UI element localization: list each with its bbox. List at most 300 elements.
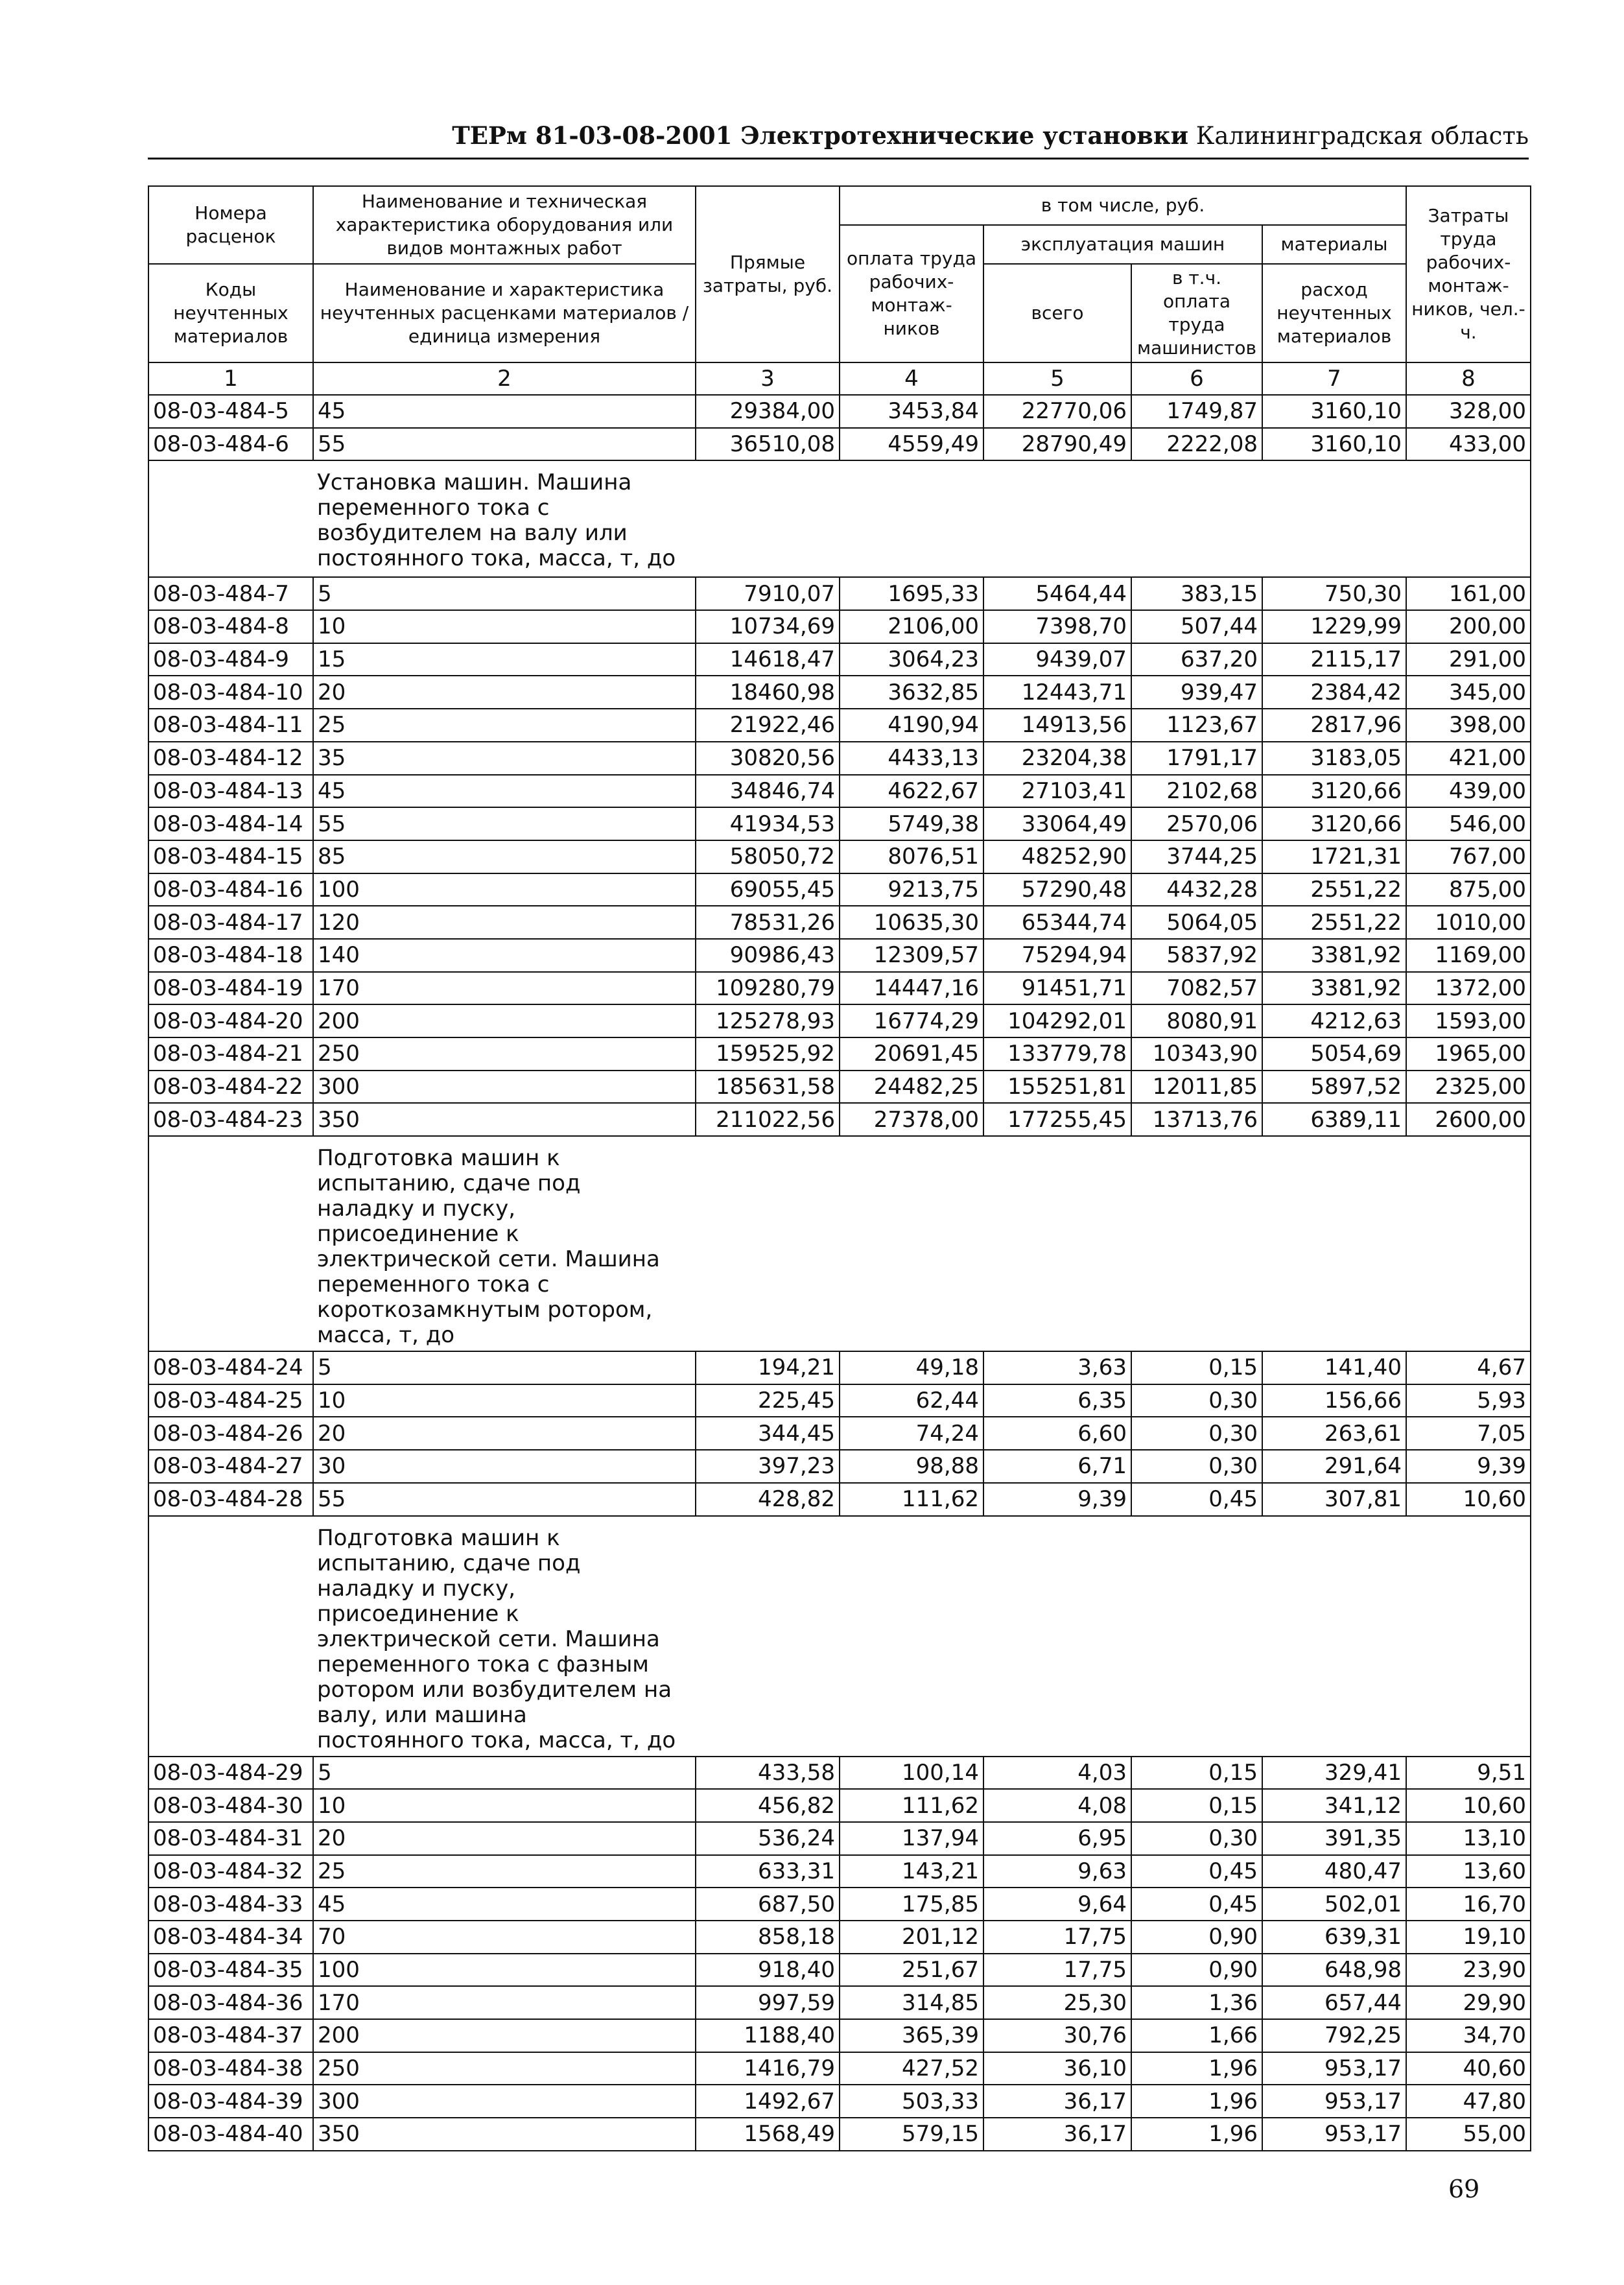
cell-direct-costs: 687,50 [696,1888,840,1921]
cell-rate-code: 08-03-484-27 [148,1450,313,1483]
cell-machines-total: 57290,48 [983,873,1131,906]
cell-operator-pay: 0,30 [1131,1417,1262,1450]
cell-labor-pay: 503,33 [840,2085,983,2118]
cell-machines-total: 25,30 [983,1986,1131,2019]
cell-rate-code: 08-03-484-13 [148,775,313,808]
table-row [148,840,1531,873]
cell-labor-hours: 1965,00 [1406,1037,1531,1071]
cell-operator-pay: 0,15 [1131,1351,1262,1384]
cell-labor-pay: 143,21 [840,1855,983,1888]
cell-machines-total: 133779,78 [983,1037,1131,1071]
table-body [148,395,1531,2151]
cell-direct-costs: 69055,45 [696,873,840,906]
cell-labor-pay: 3453,84 [840,395,983,428]
cell-labor-hours: 34,70 [1406,2019,1531,2052]
cell-rate-code: 08-03-484-39 [148,2085,313,2118]
cell-material-use: 3120,66 [1262,807,1406,840]
cell-labor-hours: 40,60 [1406,2052,1531,2085]
cell-material-use: 263,61 [1262,1417,1406,1450]
cell-labor-pay: 62,44 [840,1384,983,1417]
cell-direct-costs: 194,21 [696,1351,840,1384]
cell-rate-code: 08-03-484-5 [148,395,313,428]
cell-operator-pay: 0,45 [1131,1855,1262,1888]
cell-labor-pay: 365,39 [840,2019,983,2052]
cell-machines-total: 22770,06 [983,395,1131,428]
cell-labor-pay: 427,52 [840,2052,983,2085]
cell-machines-total: 12443,71 [983,676,1131,709]
cell-operator-pay: 1,66 [1131,2019,1262,2052]
col-header-direct-costs: Прямые затраты, руб. [696,186,840,362]
col-header-codes: Номера расценок [148,186,313,264]
cell-rate-code: 08-03-484-11 [148,709,313,742]
cell-labor-hours: 16,70 [1406,1888,1531,1921]
cell-rate-code: 08-03-484-28 [148,1483,313,1516]
col-header-name: Наименование и техническая характеристика оборудования или видов монтажных работ [313,186,696,264]
cell-direct-costs: 344,45 [696,1417,840,1450]
table-row [148,1037,1531,1071]
cell-labor-hours: 1593,00 [1406,1004,1531,1037]
cell-rate-code: 08-03-484-9 [148,643,313,676]
col-header-operator-pay: в т.ч. оплата труда машинистов [1131,264,1262,362]
cell-labor-hours: 13,10 [1406,1822,1531,1855]
cell-material-use: 391,35 [1262,1822,1406,1855]
cell-rate-code: 08-03-484-19 [148,972,313,1005]
cell-direct-costs: 58050,72 [696,840,840,873]
cell-operator-pay: 1,96 [1131,2085,1262,2118]
cell-direct-costs: 633,31 [696,1855,840,1888]
cell-operator-pay: 0,90 [1131,1921,1262,1954]
cell-labor-pay: 1695,33 [840,577,983,610]
cell-operator-pay: 2222,08 [1131,428,1262,461]
cell-labor-hours: 161,00 [1406,577,1531,610]
cell-material-use: 307,81 [1262,1483,1406,1516]
cell-material-use: 341,12 [1262,1789,1406,1822]
table-row [148,939,1531,972]
cell-rate-code: 08-03-484-21 [148,1037,313,1071]
cell-mass: 200 [313,2019,696,2052]
table-row [148,1417,1531,1450]
cell-mass: 20 [313,676,696,709]
cell-operator-pay: 2570,06 [1131,807,1262,840]
cell-labor-pay: 137,94 [840,1822,983,1855]
cell-mass: 85 [313,840,696,873]
cell-direct-costs: 29384,00 [696,395,840,428]
cell-labor-hours: 29,90 [1406,1986,1531,2019]
cell-operator-pay: 3744,25 [1131,840,1262,873]
cell-rate-code: 08-03-484-14 [148,807,313,840]
cell-direct-costs: 225,45 [696,1384,840,1417]
table-row [148,1004,1531,1037]
cell-rate-code: 08-03-484-12 [148,742,313,775]
cell-labor-pay: 100,14 [840,1757,983,1790]
col-header-material-codes: Коды неучтенных материалов [148,264,313,362]
cell-direct-costs: 185631,58 [696,1071,840,1104]
cell-rate-code: 08-03-484-38 [148,2052,313,2085]
cell-labor-hours: 2600,00 [1406,1103,1531,1136]
section-spacer [148,1516,313,1757]
cell-labor-pay: 111,62 [840,1789,983,1822]
table-row [148,1888,1531,1921]
cell-mass: 10 [313,1384,696,1417]
table-row [148,873,1531,906]
cell-machines-total: 28790,49 [983,428,1131,461]
cell-material-use: 953,17 [1262,2118,1406,2151]
cell-labor-pay: 4559,49 [840,428,983,461]
cell-labor-pay: 201,12 [840,1921,983,1954]
cell-labor-hours: 398,00 [1406,709,1531,742]
table-row [148,428,1531,461]
cell-labor-pay: 314,85 [840,1986,983,2019]
cell-labor-hours: 328,00 [1406,395,1531,428]
cell-mass: 10 [313,1789,696,1822]
cell-material-use: 5897,52 [1262,1071,1406,1104]
table-row [148,1921,1531,1954]
cell-machines-total: 23204,38 [983,742,1131,775]
table-row [148,1855,1531,1888]
col-header-machines-total: всего [983,264,1131,362]
cell-labor-hours: 345,00 [1406,676,1531,709]
cell-machines-total: 6,35 [983,1384,1131,1417]
cell-operator-pay: 2102,68 [1131,775,1262,808]
cell-material-use: 2551,22 [1262,906,1406,939]
table-header [148,186,1531,395]
cell-operator-pay: 1791,17 [1131,742,1262,775]
cell-mass: 45 [313,395,696,428]
cell-direct-costs: 90986,43 [696,939,840,972]
cell-labor-pay: 4622,67 [840,775,983,808]
table-row [148,643,1531,676]
cell-operator-pay: 383,15 [1131,577,1262,610]
table-row [148,709,1531,742]
cell-rate-code: 08-03-484-20 [148,1004,313,1037]
cell-machines-total: 91451,71 [983,972,1131,1005]
cell-machines-total: 48252,90 [983,840,1131,873]
col-header-material-names: Наименование и характеристика неучтенных расценками материалов / единица измерения [313,264,696,362]
cell-mass: 55 [313,1483,696,1516]
cell-material-use: 657,44 [1262,1986,1406,2019]
cell-machines-total: 4,03 [983,1757,1131,1790]
cell-operator-pay: 1,96 [1131,2118,1262,2151]
cell-machines-total: 65344,74 [983,906,1131,939]
col-number: 4 [840,362,983,395]
cell-rate-code: 08-03-484-31 [148,1822,313,1855]
cell-direct-costs: 428,82 [696,1483,840,1516]
cell-direct-costs: 30820,56 [696,742,840,775]
cell-operator-pay: 0,30 [1131,1822,1262,1855]
cell-operator-pay: 1,36 [1131,1986,1262,2019]
cell-direct-costs: 211022,56 [696,1103,840,1136]
cell-machines-total: 3,63 [983,1351,1131,1384]
table-row [148,1384,1531,1417]
cell-labor-pay: 579,15 [840,2118,983,2151]
cell-operator-pay: 0,90 [1131,1954,1262,1987]
cell-labor-hours: 875,00 [1406,873,1531,906]
cell-material-use: 3381,92 [1262,972,1406,1005]
cell-material-use: 750,30 [1262,577,1406,610]
cell-labor-hours: 9,39 [1406,1450,1531,1483]
cell-labor-pay: 111,62 [840,1483,983,1516]
cell-material-use: 156,66 [1262,1384,1406,1417]
cell-direct-costs: 433,58 [696,1757,840,1790]
table-row [148,2118,1531,2151]
cell-material-use: 3160,10 [1262,428,1406,461]
cell-operator-pay: 1123,67 [1131,709,1262,742]
table-row [148,1986,1531,2019]
cell-operator-pay: 0,45 [1131,1888,1262,1921]
cell-rate-code: 08-03-484-6 [148,428,313,461]
table-row [148,1789,1531,1822]
section-title: Установка машин. Машина переменного тока с возбудителем на валу или постоянного тока, масса, т, до [317,469,676,572]
cell-material-use: 2115,17 [1262,643,1406,676]
cell-labor-pay: 8076,51 [840,840,983,873]
cell-material-use: 3120,66 [1262,775,1406,808]
header-region: Калининградская область [1195,122,1529,150]
table-row [148,1103,1531,1136]
col-header-machines: эксплуатация машин [983,225,1262,264]
cell-machines-total: 9439,07 [983,643,1131,676]
cell-direct-costs: 456,82 [696,1789,840,1822]
cell-direct-costs: 159525,92 [696,1037,840,1071]
table-row [148,1954,1531,1987]
cell-material-use: 4212,63 [1262,1004,1406,1037]
cell-rate-code: 08-03-484-17 [148,906,313,939]
cell-labor-pay: 175,85 [840,1888,983,1921]
cell-mass: 20 [313,1822,696,1855]
cell-mass: 5 [313,1351,696,1384]
cell-rate-code: 08-03-484-24 [148,1351,313,1384]
cell-direct-costs: 21922,46 [696,709,840,742]
cell-operator-pay: 7082,57 [1131,972,1262,1005]
cell-labor-hours: 1372,00 [1406,972,1531,1005]
cell-labor-hours: 4,67 [1406,1351,1531,1384]
cell-machines-total: 6,95 [983,1822,1131,1855]
cell-machines-total: 30,76 [983,2019,1131,2052]
cell-material-use: 1721,31 [1262,840,1406,873]
page-header [148,121,1529,151]
cell-operator-pay: 1,96 [1131,2052,1262,2085]
cell-direct-costs: 7910,07 [696,577,840,610]
cell-labor-hours: 5,93 [1406,1384,1531,1417]
cell-machines-total: 9,64 [983,1888,1131,1921]
cell-labor-hours: 421,00 [1406,742,1531,775]
cell-machines-total: 6,60 [983,1417,1131,1450]
cell-mass: 300 [313,2085,696,2118]
table-row [148,1483,1531,1516]
cell-rate-code: 08-03-484-25 [148,1384,313,1417]
cell-rate-code: 08-03-484-15 [148,840,313,873]
cell-direct-costs: 36510,08 [696,428,840,461]
cell-labor-hours: 1169,00 [1406,939,1531,972]
cell-material-use: 3381,92 [1262,939,1406,972]
cell-mass: 200 [313,1004,696,1037]
cell-rate-code: 08-03-484-10 [148,676,313,709]
cell-labor-pay: 20691,45 [840,1037,983,1071]
cell-labor-pay: 9213,75 [840,873,983,906]
cell-mass: 350 [313,2118,696,2151]
cell-labor-hours: 2325,00 [1406,1071,1531,1104]
cell-machines-total: 36,17 [983,2085,1131,2118]
cell-labor-pay: 10635,30 [840,906,983,939]
cell-labor-pay: 74,24 [840,1417,983,1450]
cell-labor-hours: 10,60 [1406,1789,1531,1822]
cell-rate-code: 08-03-484-16 [148,873,313,906]
cell-material-use: 648,98 [1262,1954,1406,1987]
cell-labor-hours: 767,00 [1406,840,1531,873]
cell-mass: 100 [313,873,696,906]
cell-direct-costs: 10734,69 [696,610,840,643]
cell-material-use: 6389,11 [1262,1103,1406,1136]
cell-material-use: 5054,69 [1262,1037,1406,1071]
cell-mass: 350 [313,1103,696,1136]
cell-direct-costs: 997,59 [696,1986,840,2019]
section-title-cell [313,460,1531,577]
col-number: 7 [1262,362,1406,395]
cell-direct-costs: 125278,93 [696,1004,840,1037]
table-row [148,1822,1531,1855]
table-row [148,906,1531,939]
cell-rate-code: 08-03-484-32 [148,1855,313,1888]
cell-machines-total: 177255,45 [983,1103,1131,1136]
cell-material-use: 639,31 [1262,1921,1406,1954]
cell-machines-total: 9,63 [983,1855,1131,1888]
section-title: Подготовка машин к испытанию, сдаче под наладку и пуску, присоединение к электрической сети. Машина переменного тока с фазным ротором или возбудителем на валу, или машина постоянного тока, масса, т, до [317,1524,676,1753]
cell-operator-pay: 0,30 [1131,1450,1262,1483]
cell-labor-hours: 7,05 [1406,1417,1531,1450]
cell-machines-total: 9,39 [983,1483,1131,1516]
cell-material-use: 3183,05 [1262,742,1406,775]
cell-machines-total: 4,08 [983,1789,1131,1822]
cell-mass: 20 [313,1417,696,1450]
col-header-labor-hours: Затраты труда рабочих-монтаж-ников, чел.-ч. [1406,186,1531,362]
cell-labor-hours: 19,10 [1406,1921,1531,1954]
cell-mass: 70 [313,1921,696,1954]
cell-machines-total: 17,75 [983,1921,1131,1954]
cell-direct-costs: 1568,49 [696,2118,840,2151]
cell-mass: 5 [313,577,696,610]
cell-operator-pay: 12011,85 [1131,1071,1262,1104]
table-row [148,395,1531,428]
cell-machines-total: 155251,81 [983,1071,1131,1104]
cell-operator-pay: 0,45 [1131,1483,1262,1516]
cell-rate-code: 08-03-484-7 [148,577,313,610]
cell-labor-hours: 10,60 [1406,1483,1531,1516]
cell-labor-hours: 55,00 [1406,2118,1531,2151]
cell-labor-pay: 27378,00 [840,1103,983,1136]
table-row [148,1757,1531,1790]
cell-machines-total: 6,71 [983,1450,1131,1483]
cell-direct-costs: 1416,79 [696,2052,840,2085]
cell-material-use: 2551,22 [1262,873,1406,906]
header-title: ТЕРм 81-03-08-2001 Электротехнические установки [452,121,1189,150]
section-header-row [148,1516,1531,1757]
cell-labor-pay: 5749,38 [840,807,983,840]
section-spacer [148,460,313,577]
cell-mass: 25 [313,709,696,742]
table-row [148,1071,1531,1104]
cell-rate-code: 08-03-484-30 [148,1789,313,1822]
cell-material-use: 2817,96 [1262,709,1406,742]
section-header-row [148,1136,1531,1351]
cell-rate-code: 08-03-484-36 [148,1986,313,2019]
table-row [148,577,1531,610]
table-row [148,676,1531,709]
page-number: 69 [1448,2175,1480,2203]
cell-labor-pay: 16774,29 [840,1004,983,1037]
cell-labor-pay: 12309,57 [840,939,983,972]
cell-mass: 45 [313,775,696,808]
cell-material-use: 792,25 [1262,2019,1406,2052]
cell-direct-costs: 78531,26 [696,906,840,939]
cell-operator-pay: 0,15 [1131,1789,1262,1822]
col-header-group: в том числе, руб. [840,186,1406,225]
cell-labor-pay: 3632,85 [840,676,983,709]
cell-mass: 55 [313,428,696,461]
cell-operator-pay: 13713,76 [1131,1103,1262,1136]
cell-labor-hours: 1010,00 [1406,906,1531,939]
col-number: 1 [148,362,313,395]
cell-direct-costs: 18460,98 [696,676,840,709]
cell-mass: 55 [313,807,696,840]
cell-mass: 15 [313,643,696,676]
section-title-cell [313,1136,1531,1351]
cell-labor-hours: 9,51 [1406,1757,1531,1790]
table-row [148,2052,1531,2085]
cell-labor-pay: 3064,23 [840,643,983,676]
table-row [148,1450,1531,1483]
table-row [148,972,1531,1005]
table-row [148,2019,1531,2052]
cell-labor-pay: 14447,16 [840,972,983,1005]
cell-direct-costs: 14618,47 [696,643,840,676]
cell-operator-pay: 10343,90 [1131,1037,1262,1071]
cell-mass: 120 [313,906,696,939]
cell-direct-costs: 858,18 [696,1921,840,1954]
cell-machines-total: 75294,94 [983,939,1131,972]
cell-operator-pay: 0,30 [1131,1384,1262,1417]
cell-labor-hours: 13,60 [1406,1855,1531,1888]
col-number: 2 [313,362,696,395]
cell-labor-hours: 23,90 [1406,1954,1531,1987]
cell-mass: 170 [313,972,696,1005]
section-header-row [148,460,1531,577]
rates-table [148,185,1531,2151]
cell-direct-costs: 41934,53 [696,807,840,840]
cell-operator-pay: 939,47 [1131,676,1262,709]
cell-machines-total: 17,75 [983,1954,1131,1987]
cell-rate-code: 08-03-484-8 [148,610,313,643]
cell-mass: 45 [313,1888,696,1921]
section-title-cell [313,1516,1531,1757]
column-numbers-row [148,362,1531,395]
table-row [148,2085,1531,2118]
cell-machines-total: 36,17 [983,2118,1131,2151]
col-header-materials: материалы [1262,225,1406,264]
cell-labor-pay: 4433,13 [840,742,983,775]
cell-rate-code: 08-03-484-33 [148,1888,313,1921]
cell-rate-code: 08-03-484-35 [148,1954,313,1987]
cell-mass: 250 [313,2052,696,2085]
cell-direct-costs: 109280,79 [696,972,840,1005]
cell-rate-code: 08-03-484-22 [148,1071,313,1104]
cell-rate-code: 08-03-484-34 [148,1921,313,1954]
cell-operator-pay: 5837,92 [1131,939,1262,972]
cell-material-use: 1229,99 [1262,610,1406,643]
cell-material-use: 953,17 [1262,2085,1406,2118]
cell-rate-code: 08-03-484-23 [148,1103,313,1136]
section-title: Подготовка машин к испытанию, сдаче под наладку и пуску, присоединение к электрической сети. Машина переменного тока с короткозамкнутым ротором, масса, т, до [317,1145,660,1349]
cell-operator-pay: 5064,05 [1131,906,1262,939]
cell-labor-pay: 24482,25 [840,1071,983,1104]
